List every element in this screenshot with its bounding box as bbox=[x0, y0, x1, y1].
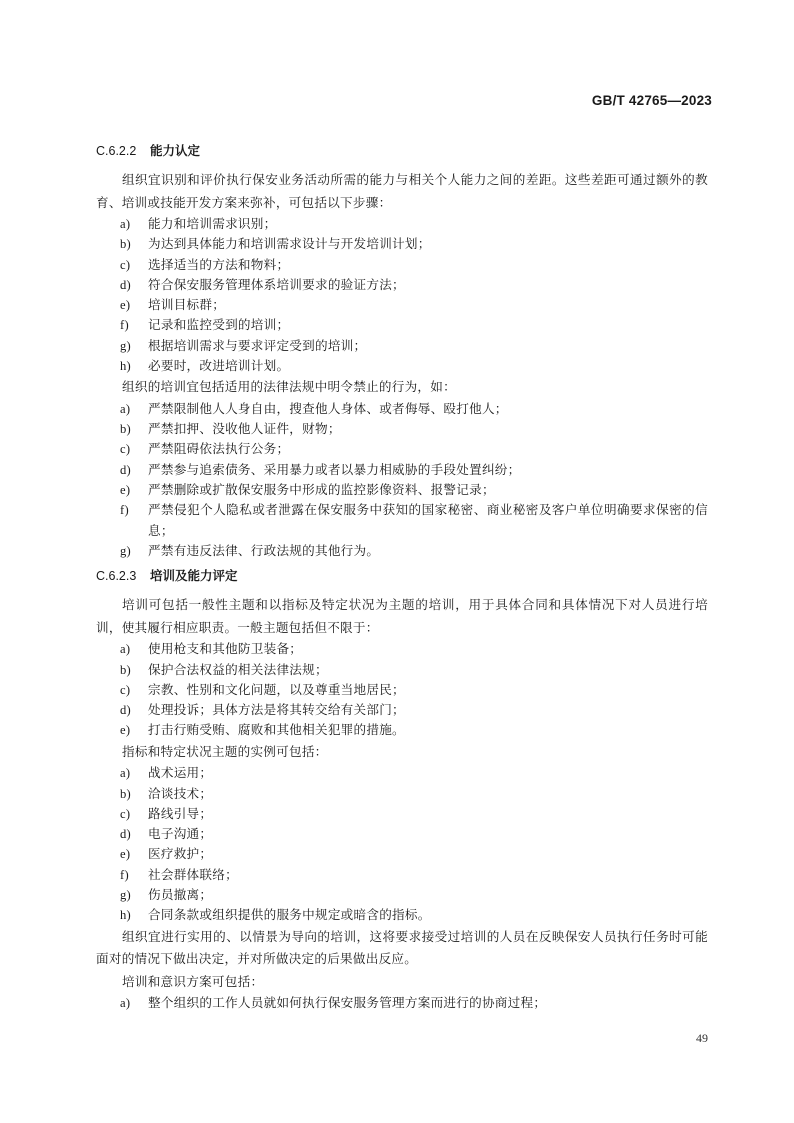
list-item-text: 必要时，改进培训计划。 bbox=[148, 358, 290, 374]
list-item bbox=[96, 541, 708, 561]
paragraph: 组织宜识别和评价执行保安业务活动所需的能力与相关个人能力之间的差距。这些差距可通过额外的教育、培训或技能开发方案来弥补，可包括以下步骤： bbox=[96, 172, 708, 210]
list-item bbox=[96, 336, 708, 356]
list-item bbox=[96, 439, 708, 459]
list-marker: h) bbox=[120, 359, 131, 374]
list-item-text: 洽谈技术； bbox=[148, 785, 213, 801]
list-item bbox=[96, 784, 708, 804]
section-heading-c6-2-3 bbox=[96, 565, 708, 587]
paragraph: 培训可包括一般性主题和以指标及特定状况为主题的培训，用于具体合同和具体情况下对人员进行培训，使其履行相应职责。一般主题包括但不限于： bbox=[96, 597, 708, 635]
list-item-text: 电子沟通； bbox=[148, 826, 213, 842]
list-item bbox=[96, 680, 708, 700]
list-item-text: 能力和培训需求识别； bbox=[148, 216, 277, 231]
list-marker: g) bbox=[120, 338, 131, 353]
list-item-text: 严禁阻碍依法执行公务； bbox=[148, 441, 290, 457]
list-item-text: 使用枪支和其他防卫装备； bbox=[148, 641, 303, 657]
list-item-text: 战术运用； bbox=[148, 765, 213, 781]
list-item-text: 严禁扣押、没收他人证件，财物； bbox=[148, 421, 341, 437]
list-item bbox=[96, 255, 708, 275]
list-item bbox=[96, 399, 708, 419]
section-number: C.6.2.2 bbox=[96, 144, 137, 158]
list-item-text: 严禁参与追索债务、采用暴力或者以暴力相威胁的手段处置纠纷； bbox=[148, 461, 521, 477]
list-item-text: 合同条款或组织提供的服务中规定或暗含的指标。 bbox=[148, 907, 431, 923]
list-item-text: 保护合法权益的相关法律法规； bbox=[148, 661, 328, 677]
paragraph: 组织的培训宜包括适用的法律法规中明令禁止的行为，如： bbox=[122, 379, 456, 395]
paragraph: 组织宜进行实用的、以情景为导向的培训，这将要求接受过培训的人员在反映保安人员执行任务时可能面对的情况下做出决定，并对所做决定的后果做出反应。 bbox=[96, 928, 708, 967]
section-number: C.6.2.3 bbox=[96, 569, 137, 584]
list-item bbox=[96, 315, 708, 335]
list-item bbox=[96, 804, 708, 824]
list-marker: d) bbox=[120, 827, 131, 842]
list-item bbox=[96, 419, 708, 439]
list-item bbox=[96, 905, 708, 925]
list-marker: e) bbox=[120, 298, 131, 313]
list-item bbox=[96, 763, 708, 783]
list-item-text: 社会群体联络； bbox=[148, 866, 238, 882]
list-item-text: 根据培训需求与要求评定受到的培训； bbox=[148, 337, 367, 353]
list-prohibited bbox=[96, 399, 708, 561]
list-item-text: 打击行贿受贿、腐败和其他相关犯罪的措施。 bbox=[148, 722, 405, 738]
list-general-topics bbox=[96, 639, 708, 740]
list-marker: d) bbox=[120, 277, 131, 292]
list-marker: c) bbox=[120, 682, 131, 697]
list-item bbox=[96, 700, 708, 720]
section-heading-c6-2-2 bbox=[96, 140, 708, 162]
list-item-text: 严禁侵犯个人隐私或者泄露在保安服务中获知的国家秘密、商业秘密及客户单位明确要求保密的信息； bbox=[148, 502, 708, 538]
list-marker: g) bbox=[120, 543, 131, 558]
list-marker: c) bbox=[120, 806, 131, 821]
list-marker: d) bbox=[120, 462, 131, 477]
list-marker: a) bbox=[120, 996, 131, 1011]
list-item bbox=[96, 824, 708, 844]
list-item-text: 严禁有违反法律、行政法规的其他行为。 bbox=[148, 542, 380, 558]
paragraph: 指标和特定状况主题的实例可包括： bbox=[122, 743, 328, 759]
list-item bbox=[96, 720, 708, 740]
list-marker: a) bbox=[120, 766, 131, 781]
list-item bbox=[96, 639, 708, 659]
list-item bbox=[96, 844, 708, 864]
list-item-text: 路线引导； bbox=[148, 805, 213, 821]
list-item bbox=[96, 275, 708, 295]
list-item bbox=[96, 214, 708, 234]
list-item-text: 严禁限制他人人身自由，搜查他人身体、或者侮辱、殴打他人； bbox=[148, 400, 508, 416]
list-marker: e) bbox=[120, 483, 131, 498]
list-marker: b) bbox=[120, 422, 131, 437]
list-item bbox=[96, 885, 708, 905]
list-item bbox=[96, 500, 708, 541]
list-item bbox=[96, 480, 708, 500]
list-marker: c) bbox=[120, 257, 131, 272]
list-marker: g) bbox=[120, 888, 131, 903]
list-item-text: 记录和监控受到的培训； bbox=[148, 317, 290, 333]
paragraph: 培训和意识方案可包括： bbox=[122, 973, 264, 989]
list-item bbox=[96, 356, 708, 376]
list-marker: c) bbox=[120, 442, 131, 457]
list-item-text: 为达到具体能力和培训需求设计与开发培训计划； bbox=[148, 236, 431, 252]
list-item-text: 宗教、性别和文化问题，以及尊重当地居民； bbox=[148, 681, 405, 697]
page-number: 49 bbox=[696, 1031, 708, 1045]
list-marker: f) bbox=[120, 867, 129, 882]
list-steps bbox=[96, 214, 708, 376]
list-item-text: 伤员撤离； bbox=[148, 887, 213, 903]
list-item-text: 培训目标群； bbox=[148, 297, 226, 313]
section-title: 培训及能力评定 bbox=[150, 568, 238, 584]
list-marker: b) bbox=[120, 786, 131, 801]
list-item-text: 符合保安服务管理体系培训要求的验证方法； bbox=[148, 276, 405, 292]
list-item bbox=[96, 295, 708, 315]
list-item bbox=[96, 234, 708, 254]
list-item bbox=[96, 660, 708, 680]
list-item-text: 严禁删除或扩散保安服务中形成的监控影像资料、报警记录； bbox=[148, 482, 495, 498]
list-marker: b) bbox=[120, 662, 131, 677]
document-body bbox=[96, 140, 708, 1013]
list-item bbox=[96, 993, 708, 1013]
list-marker: f) bbox=[120, 503, 129, 518]
list-item bbox=[96, 460, 708, 480]
section-title: 能力认定 bbox=[150, 143, 201, 158]
list-marker: e) bbox=[120, 847, 131, 862]
standard-code: GB/T 42765—2023 bbox=[591, 93, 712, 108]
list-marker: b) bbox=[120, 237, 131, 252]
list-marker: h) bbox=[120, 908, 131, 923]
list-marker: e) bbox=[120, 723, 131, 738]
list-marker: a) bbox=[120, 642, 131, 657]
list-marker: f) bbox=[120, 318, 129, 333]
list-item-text: 选择适当的方法和物料； bbox=[148, 256, 290, 272]
list-item-text: 医疗救护； bbox=[148, 846, 213, 862]
list-awareness bbox=[96, 993, 708, 1013]
list-marker: a) bbox=[120, 217, 131, 231]
list-item-text: 整个组织的工作人员就如何执行保安服务管理方案而进行的协商过程； bbox=[148, 995, 547, 1011]
list-marker: a) bbox=[120, 401, 131, 416]
list-item bbox=[96, 865, 708, 885]
list-marker: d) bbox=[120, 703, 131, 718]
list-item-text: 处理投诉；具体方法是将其转交给有关部门； bbox=[148, 702, 405, 718]
list-specific-topics bbox=[96, 763, 708, 925]
